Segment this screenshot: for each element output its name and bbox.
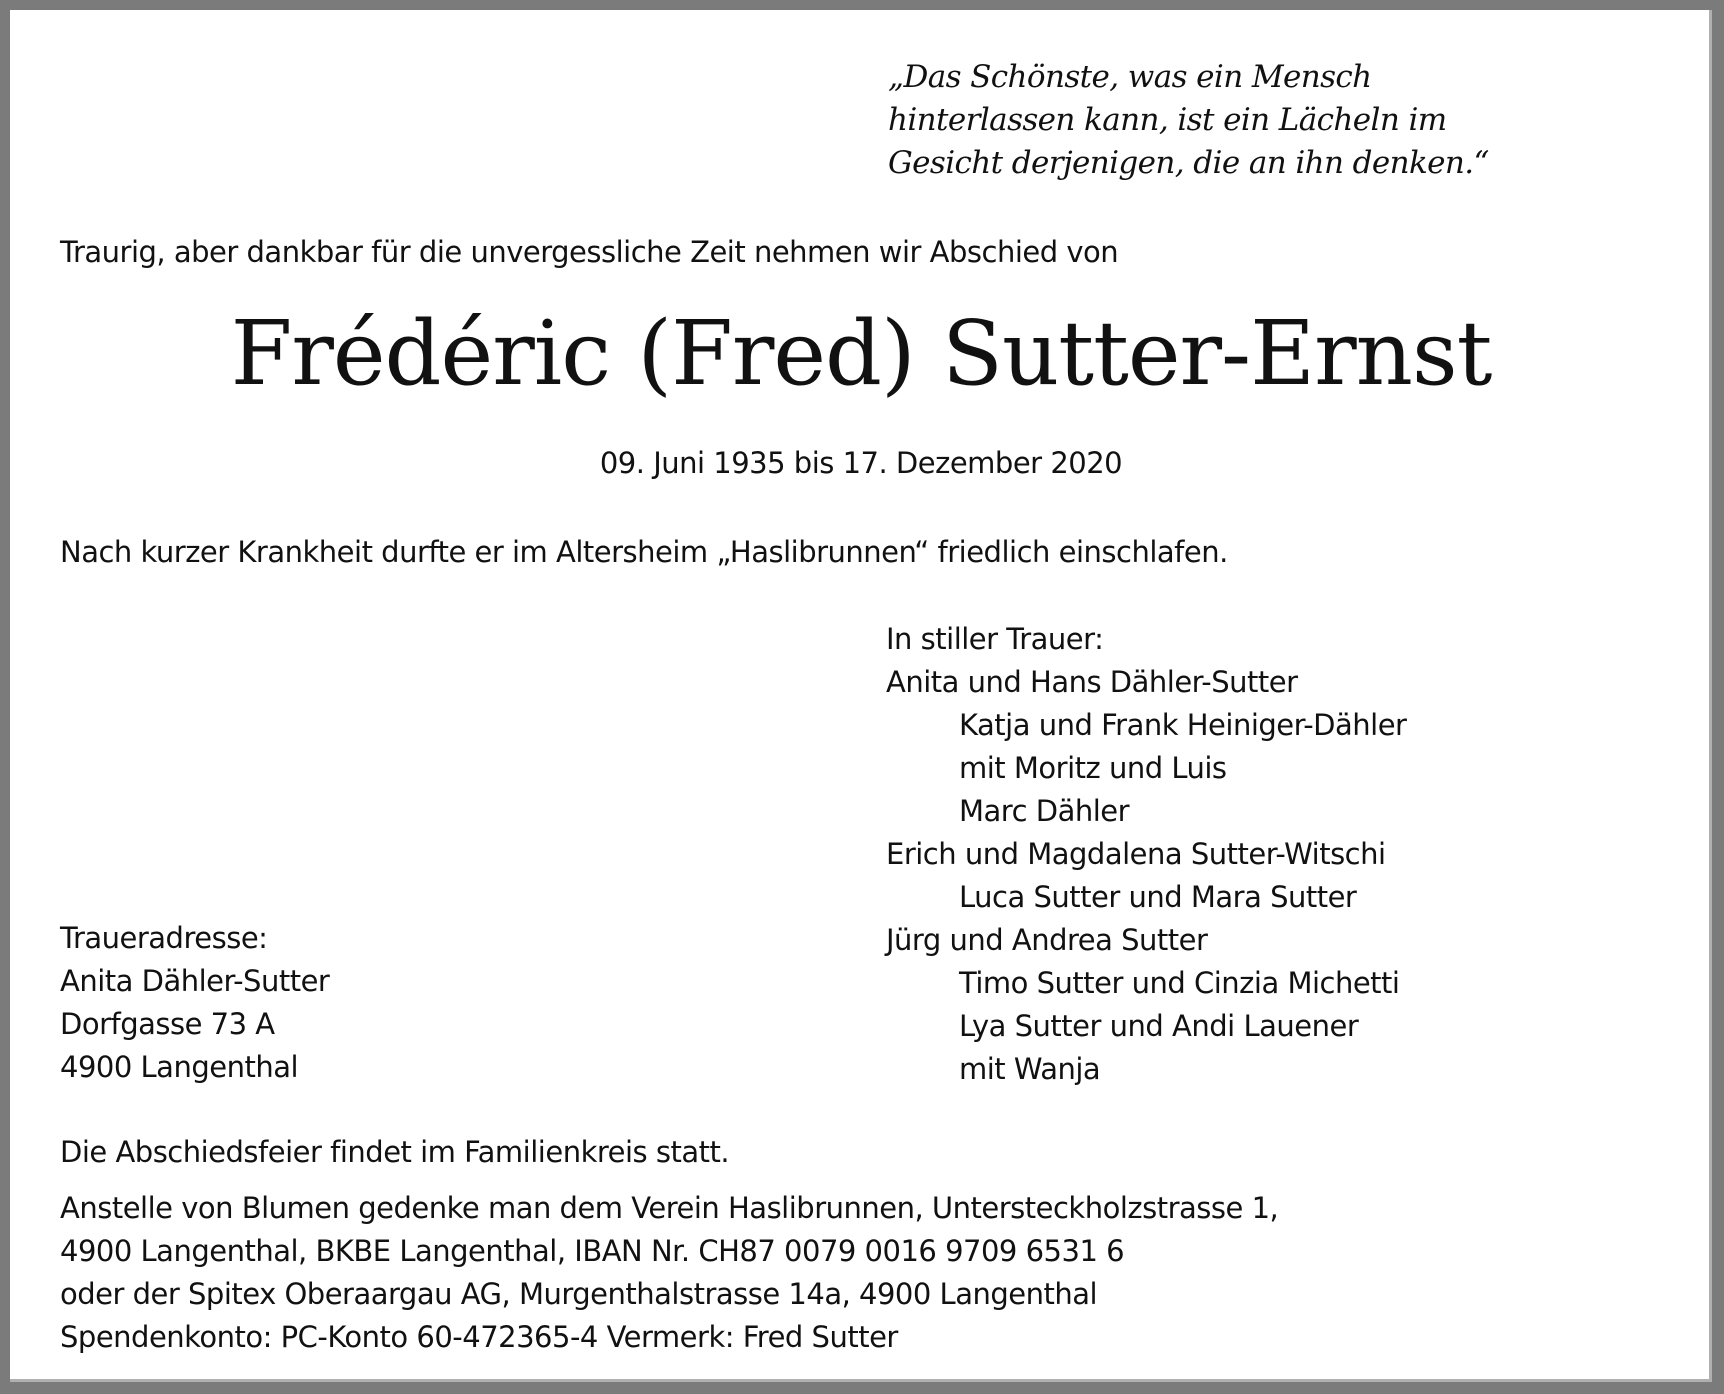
mourners-block <box>886 618 1406 1091</box>
mourning-address <box>60 917 329 1089</box>
illness-text: Nach kurzer Krankheit durfte er im Altersheim „Haslibrunnen“ friedlich einschlafen. <box>60 535 1228 569</box>
mourner-line: Luca Sutter und Mara Sutter <box>959 880 1357 914</box>
mourner-line: Timo Sutter und Cinzia Michetti <box>959 966 1400 1000</box>
mourner-line: Marc Dähler <box>959 794 1130 828</box>
quote-block <box>888 56 1489 185</box>
donation-line: 4900 Langenthal, BKBE Langenthal, IBAN Nr. CH87 0079 0016 9709 6531 6 <box>60 1234 1125 1268</box>
address-line: Anita Dähler-Sutter <box>60 964 330 998</box>
obituary-page <box>10 10 1712 1382</box>
mourner-line: Anita und Hans Dähler-Sutter <box>886 665 1298 699</box>
address-line: 4900 Langenthal <box>60 1050 299 1084</box>
address-line: Dorfgasse 73 A <box>60 1007 275 1041</box>
address-heading: Traueradresse: <box>60 921 268 955</box>
ceremony-text: Die Abschiedsfeier findet im Familienkreis statt. <box>60 1135 730 1169</box>
mourner-line: Lya Sutter und Andi Lauener <box>959 1009 1359 1043</box>
mourner-line: mit Wanja <box>959 1052 1101 1086</box>
quote-line: hinterlassen kann, ist ein Lächeln im <box>888 102 1447 138</box>
mourner-line: Erich und Magdalena Sutter-Witschi <box>886 837 1386 871</box>
mourner-line: Katja und Frank Heiniger-Dähler <box>959 708 1407 742</box>
quote-line: Gesicht derjenigen, die an ihn denken.“ <box>888 145 1489 181</box>
donation-line: Spendenkonto: PC-Konto 60-472365-4 Vermerk: Fred Sutter <box>60 1320 898 1354</box>
life-dates: 09. Juni 1935 bis 17. Dezember 2020 <box>599 446 1123 480</box>
mourner-line: mit Moritz und Luis <box>959 751 1227 785</box>
donation-block <box>60 1187 1278 1359</box>
donation-line: Anstelle von Blumen gedenke man dem Verein Haslibrunnen, Untersteckholzstrasse 1, <box>60 1191 1279 1225</box>
mourner-line: Jürg und Andrea Sutter <box>886 923 1208 957</box>
intro-text: Traurig, aber dankbar für die unvergessliche Zeit nehmen wir Abschied von <box>60 235 1119 269</box>
deceased-name: Frédéric (Fred) Sutter-Ernst <box>230 301 1492 405</box>
mourners-heading: In stiller Trauer: <box>886 622 1104 656</box>
quote-line: „Das Schönste, was ein Mensch <box>888 59 1372 95</box>
donation-line: oder der Spitex Oberaargau AG, Murgenthalstrasse 14a, 4900 Langenthal <box>60 1277 1098 1311</box>
